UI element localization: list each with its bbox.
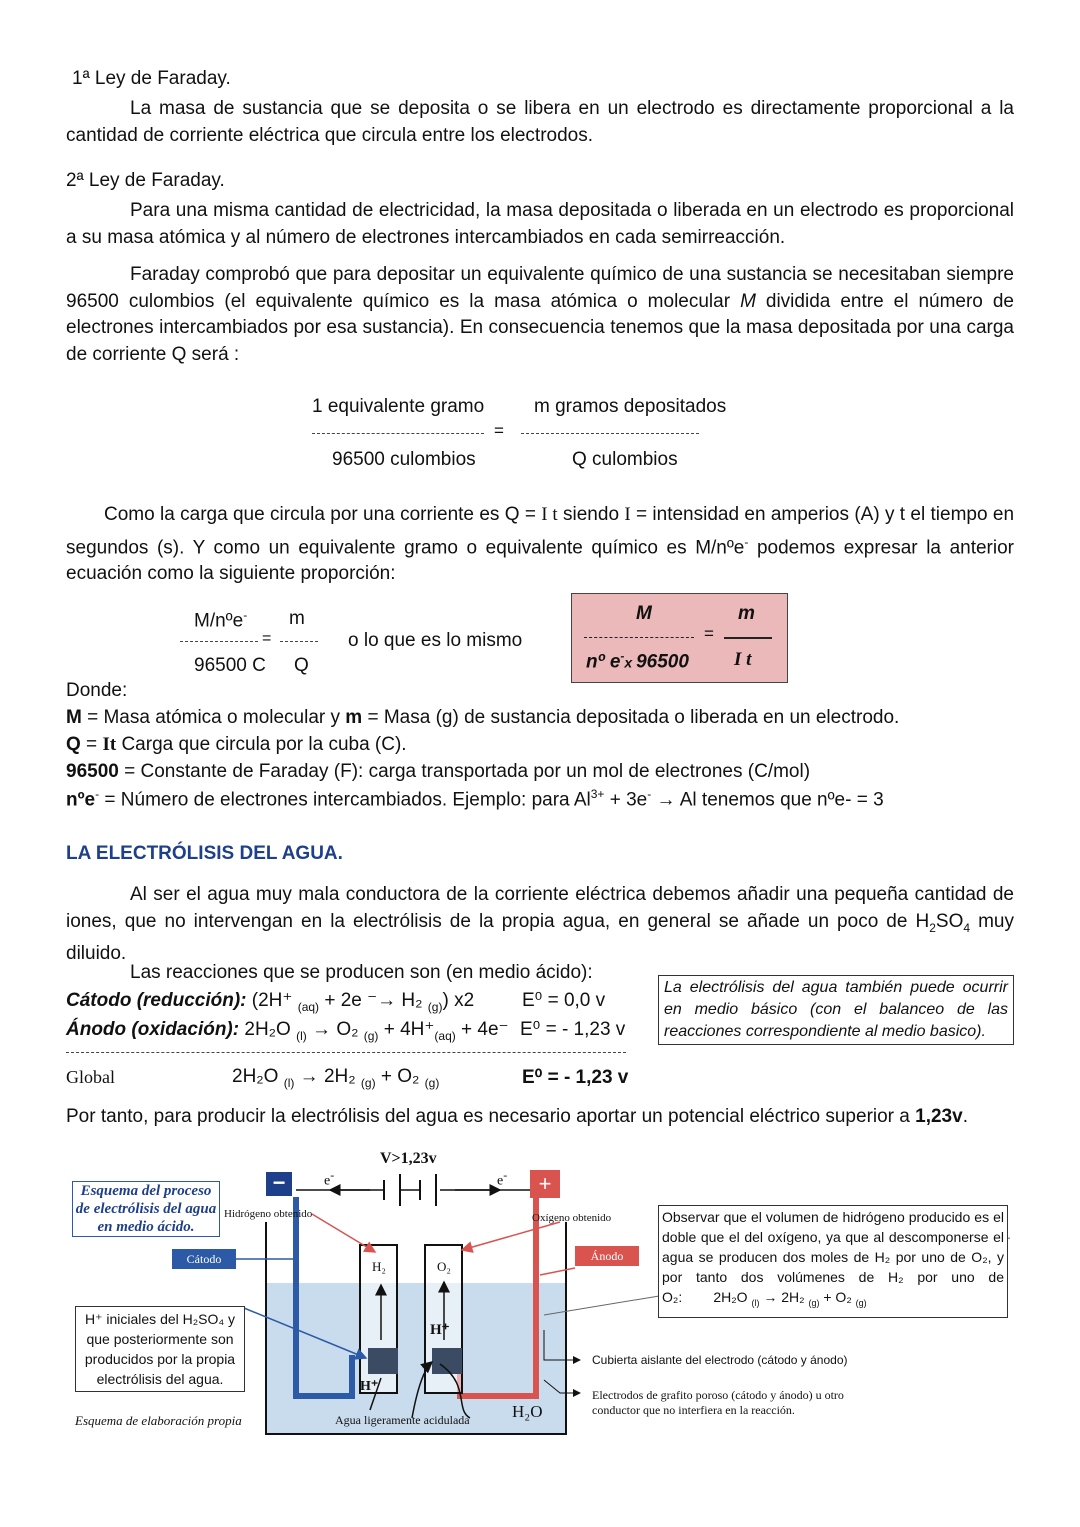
cathode-electrode bbox=[368, 1348, 398, 1374]
volume-note: Observar que el volumen de hidrógeno producido es el doble que el del oxígeno, ya que al descomponerse el agua se producen dos moles de H₂ por uno de O₂, y por tanto dos volúmenes de H₂ por uno de O₂: 2H₂O $_{(l)}$ → 2H₂ $_{(g)}$ + O₂ $_{(g)}$ bbox=[658, 1205, 1008, 1318]
water-intro: Al ser el agua muy mala conductora de la corriente eléctrica debemos añadir una pequeña cantidad de iones, que no intervengan en la electrólisis de la propia agua, en general se añade un poco de $H_2SO_4$ muy diluido. bbox=[66, 884, 1014, 964]
electrodes-label: Electrodos de grafito poroso (cátodo y ánodo) u otro conductor que no interfiera en la reacción. bbox=[592, 1388, 844, 1417]
conclusion: Por tanto, para producir la electrólisis del agua es necesario aportar un potencial eléctrico superior a 1,23v. bbox=[66, 1106, 968, 1127]
faraday1-text: La masa de sustancia que se deposita o se libera en un electrodo es directamente proporcional a la cantidad de corriente eléctrica que circula entre los electrodos. bbox=[66, 98, 1014, 146]
eq1-num-left: 1 equivalente gramo bbox=[312, 396, 485, 417]
def-electrons: nºe- = Número de electrones intercambiados. Ejemplo: para $Al^{3+} + 3e^- \to Al$ tenemos que nºe- = 3 bbox=[66, 787, 884, 811]
eq1-den-left: 96500 culombios bbox=[332, 449, 476, 470]
reactions-intro: Las reacciones que se producen son (en medio ácido): bbox=[130, 962, 593, 983]
eq2-den-left: 96500 C bbox=[194, 655, 266, 676]
formula-equals: = bbox=[704, 624, 714, 643]
def-q: Q = It Carga que circula por la cuba (C). bbox=[66, 734, 407, 755]
electron-label-left: e- bbox=[324, 1168, 335, 1189]
voltage-label: V>1,23v bbox=[380, 1150, 437, 1167]
diagram-title: Esquema del proceso de electrólisis del agua en medio ácido. bbox=[72, 1181, 220, 1237]
eq2-mid-text: o lo que es lo mismo bbox=[348, 630, 523, 651]
global-reaction: 2H₂O $_{(l)}$ → 2H₂ $_{(g)}$ + O₂ $_{(g)}$ bbox=[232, 1066, 440, 1090]
water-label: Agua ligeramente acidulada bbox=[335, 1413, 470, 1427]
donde-label: Donde: bbox=[66, 680, 128, 701]
formula-num-right: m bbox=[738, 603, 755, 624]
eq1-den-right: Q culombios bbox=[572, 449, 678, 470]
anode-pointer bbox=[540, 1268, 575, 1275]
global-potential: E⁰ = - 1,23 v bbox=[522, 1067, 629, 1088]
formula-den-left: nº e-x 96500 bbox=[586, 649, 689, 673]
eq2-num-right: m bbox=[289, 608, 305, 629]
charge-paragraph: Como la carga que circula por una corriente es Q = I t siendo I = intensidad en amperios (A) y t el tiempo en segundos (s). Y como un equivalente gramo o equivalente químico es M/nºe- podemos expresar la anterior ecuación como la siguiente proporción: bbox=[66, 504, 1015, 585]
cathode-potential: E⁰ = 0,0 v bbox=[522, 990, 606, 1011]
eq2-equals: = bbox=[262, 630, 272, 647]
faraday2-title: 2ª Ley de Faraday. bbox=[66, 170, 225, 191]
eq2-den-right: Q bbox=[294, 655, 309, 676]
faraday2-text: Para una misma cantidad de electricidad, la masa depositada o liberada en un electrodo es proporcional a su masa atómica y al número de electrones intercambiados en cada semirreacción. bbox=[66, 200, 1014, 248]
positive-terminal: + bbox=[530, 1170, 560, 1198]
diagram-credit: Esquema de elaboración propia bbox=[75, 1413, 242, 1428]
cathode-reaction: Cátodo (reducción): (2H⁺ $_{(aq)}$ + 2e ⁻→ H₂ $_{(g)}$) x2 bbox=[66, 990, 475, 1014]
anode-potential: E⁰ = - 1,23 v bbox=[520, 1019, 626, 1040]
formula-den-right: I t bbox=[734, 649, 752, 670]
global-label: Global bbox=[66, 1067, 115, 1087]
hplus-label-tube: H⁺ bbox=[430, 1322, 450, 1338]
anode-label: Ánodo bbox=[575, 1246, 639, 1266]
ions-note: H⁺ iniciales del H₂SO₄ y que posteriormente son producidos por la propia electrólisis del agua. bbox=[75, 1306, 245, 1392]
section-heading: LA ELECTRÓLISIS DEL AGUA. bbox=[66, 843, 343, 864]
insulating-label: Cubierta aislante del electrodo (cátodo y ánodo) bbox=[592, 1353, 848, 1367]
hplus-label-bottom: H⁺ bbox=[360, 1379, 379, 1394]
formula-num-left: M bbox=[636, 603, 652, 624]
eq1-equals: = bbox=[494, 421, 504, 440]
faraday2-text2: Faraday comprobó que para depositar un equivalente químico de una sustancia se necesitaban siempre 96500 culombios (el equivalente químico es la masa atómica o molecular M dividida entre el número de electrones intercambiados por esa sustancia). En consecuencia tenemos que la masa depositada por una carga de corriente Q será : bbox=[66, 264, 1015, 365]
anode-reaction: Ánodo (oxidación): 2H₂O $_{(l)}$ → O₂ $_{(g)} + 4H^+_{(aq)} + 4e^-$ bbox=[66, 1019, 509, 1043]
basic-medium-note: La electrólisis del agua también puede ocurrir en medio básico (con el balanceo de las reacciones correspondiente al medio basico). bbox=[658, 975, 1014, 1045]
cathode-label: Cátodo bbox=[172, 1249, 236, 1269]
def-m: M = Masa atómica o molecular y m = Masa (g) de sustancia depositada o liberada en un electrodo. bbox=[66, 707, 900, 728]
h2-pointer bbox=[312, 1214, 375, 1252]
eq1-num-right: m gramos depositados bbox=[534, 396, 727, 417]
o2-tube-label: O₂ bbox=[437, 1259, 451, 1274]
o2-obtained-label: Oxígeno obtenido bbox=[532, 1212, 612, 1224]
electron-label-right: e- bbox=[497, 1168, 508, 1189]
def-faraday: 96500 = Constante de Faraday (F): carga transportada por un mol de electrones (C/mol) bbox=[66, 761, 811, 782]
h2-obtained-label: Hidrógeno obtenido bbox=[224, 1208, 313, 1220]
o2-pointer bbox=[462, 1222, 560, 1250]
h2o-label: H₂O bbox=[512, 1402, 543, 1421]
negative-terminal: − bbox=[266, 1172, 292, 1196]
h2-tube-label: H₂ bbox=[372, 1259, 386, 1274]
faraday1-title: 1ª Ley de Faraday. bbox=[72, 68, 231, 89]
eq2-num-left: M/nºe- bbox=[194, 608, 248, 632]
